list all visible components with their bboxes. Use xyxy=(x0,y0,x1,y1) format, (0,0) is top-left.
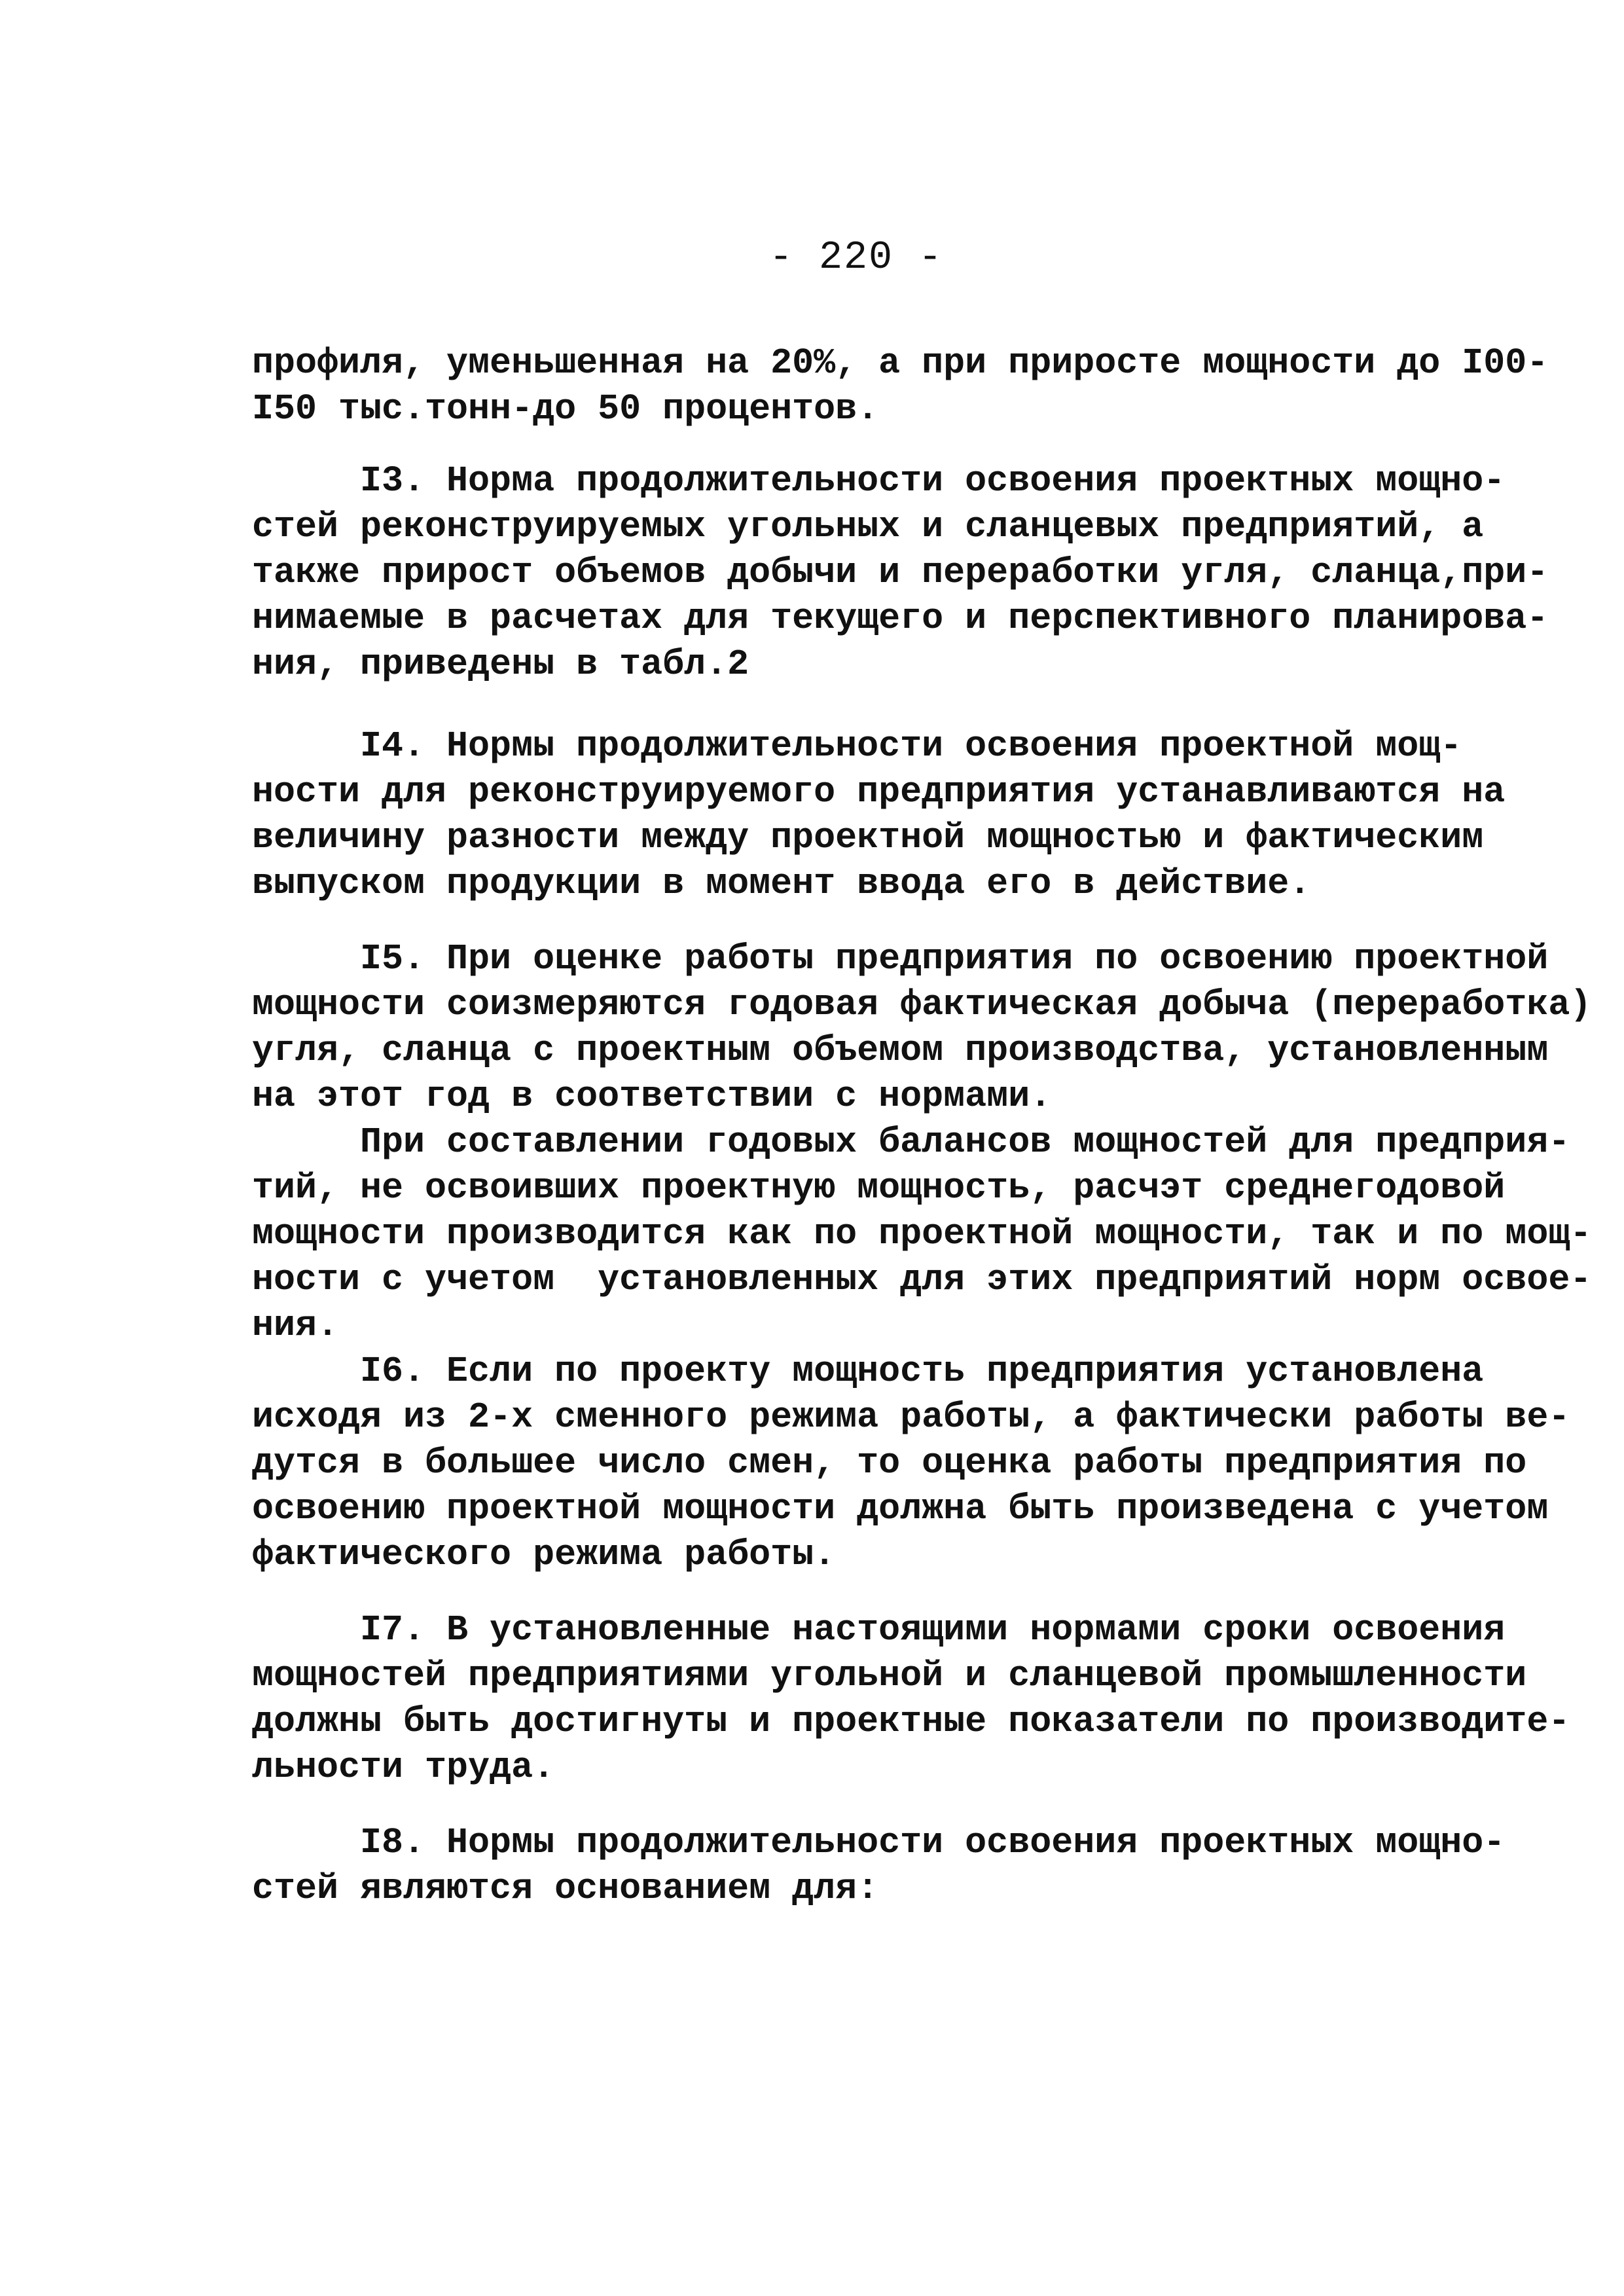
text-line: мощностей предприятиями угольной и сланцевой промышленности xyxy=(252,1655,1527,1696)
page-number: - 220 - xyxy=(769,236,944,280)
text-line: профиля, уменьшенная на 20%, а при приросте мощности до I00- xyxy=(252,342,1549,384)
text-line: I3. Норма продолжительности освоения проектных мощно- xyxy=(252,460,1506,501)
text-line: фактического режима работы. xyxy=(252,1534,836,1575)
text-line: I5. При оценке работы предприятия по освоению проектной xyxy=(252,938,1549,979)
text-line: ния, приведены в табл.2 xyxy=(252,644,749,685)
text-line: также прирост объемов добычи и переработки угля, сланца,при- xyxy=(252,552,1549,593)
text-line: должны быть достигнуты и проектные показатели по производите- xyxy=(252,1701,1570,1742)
text-line: тий, не освоивших проектную мощность, расчэт среднегодовой xyxy=(252,1167,1506,1209)
text-line: стей реконструируемых угольных и сланцевых предприятий, а xyxy=(252,506,1484,547)
text-line: льности труда. xyxy=(252,1747,555,1788)
text-line: При составлении годовых балансов мощностей для предприя- xyxy=(252,1121,1570,1163)
text-line: I7. В установленные настоящими нормами сроки освоения xyxy=(252,1609,1506,1650)
text-line: I4. Нормы продолжительности освоения проектной мощ- xyxy=(252,725,1462,767)
text-line: ности для реконструируемого предприятия устанавливаются на xyxy=(252,771,1506,812)
text-line: ности с учетом установленных для этих предприятий норм освое- xyxy=(252,1259,1592,1300)
text-line: нимаемые в расчетах для текущего и перспективного планирова- xyxy=(252,598,1549,639)
text-line: величину разности между проектной мощностью и фактическим xyxy=(252,817,1484,858)
text-line: стей являются основанием для: xyxy=(252,1868,879,1909)
text-line: на этот год в соответствии с нормами. xyxy=(252,1076,1052,1117)
text-line: угля, сланца с проектным объемом производства, установленным xyxy=(252,1030,1549,1071)
text-line: исходя из 2-х сменного режима работы, а фактически работы ве- xyxy=(252,1396,1570,1438)
text-line: ния. xyxy=(252,1305,339,1346)
text-line: дутся в большее число смен, то оценка работы предприятия по xyxy=(252,1442,1527,1484)
text-line: освоению проектной мощности должна быть произведена с учетом xyxy=(252,1488,1549,1529)
text-line: I8. Нормы продолжительности освоения проектных мощно- xyxy=(252,1822,1506,1863)
text-line: I6. Если по проекту мощность предприятия установлена xyxy=(252,1351,1484,1392)
text-line: I50 тыс.тонн-до 50 процентов. xyxy=(252,388,879,429)
text-line: мощности соизмеряются годовая фактическая добыча (переработка) xyxy=(252,984,1592,1025)
text-line: выпуском продукции в момент ввода его в действие. xyxy=(252,863,1311,904)
text-line: мощности производится как по проектной мощности, так и по мощ- xyxy=(252,1213,1592,1254)
